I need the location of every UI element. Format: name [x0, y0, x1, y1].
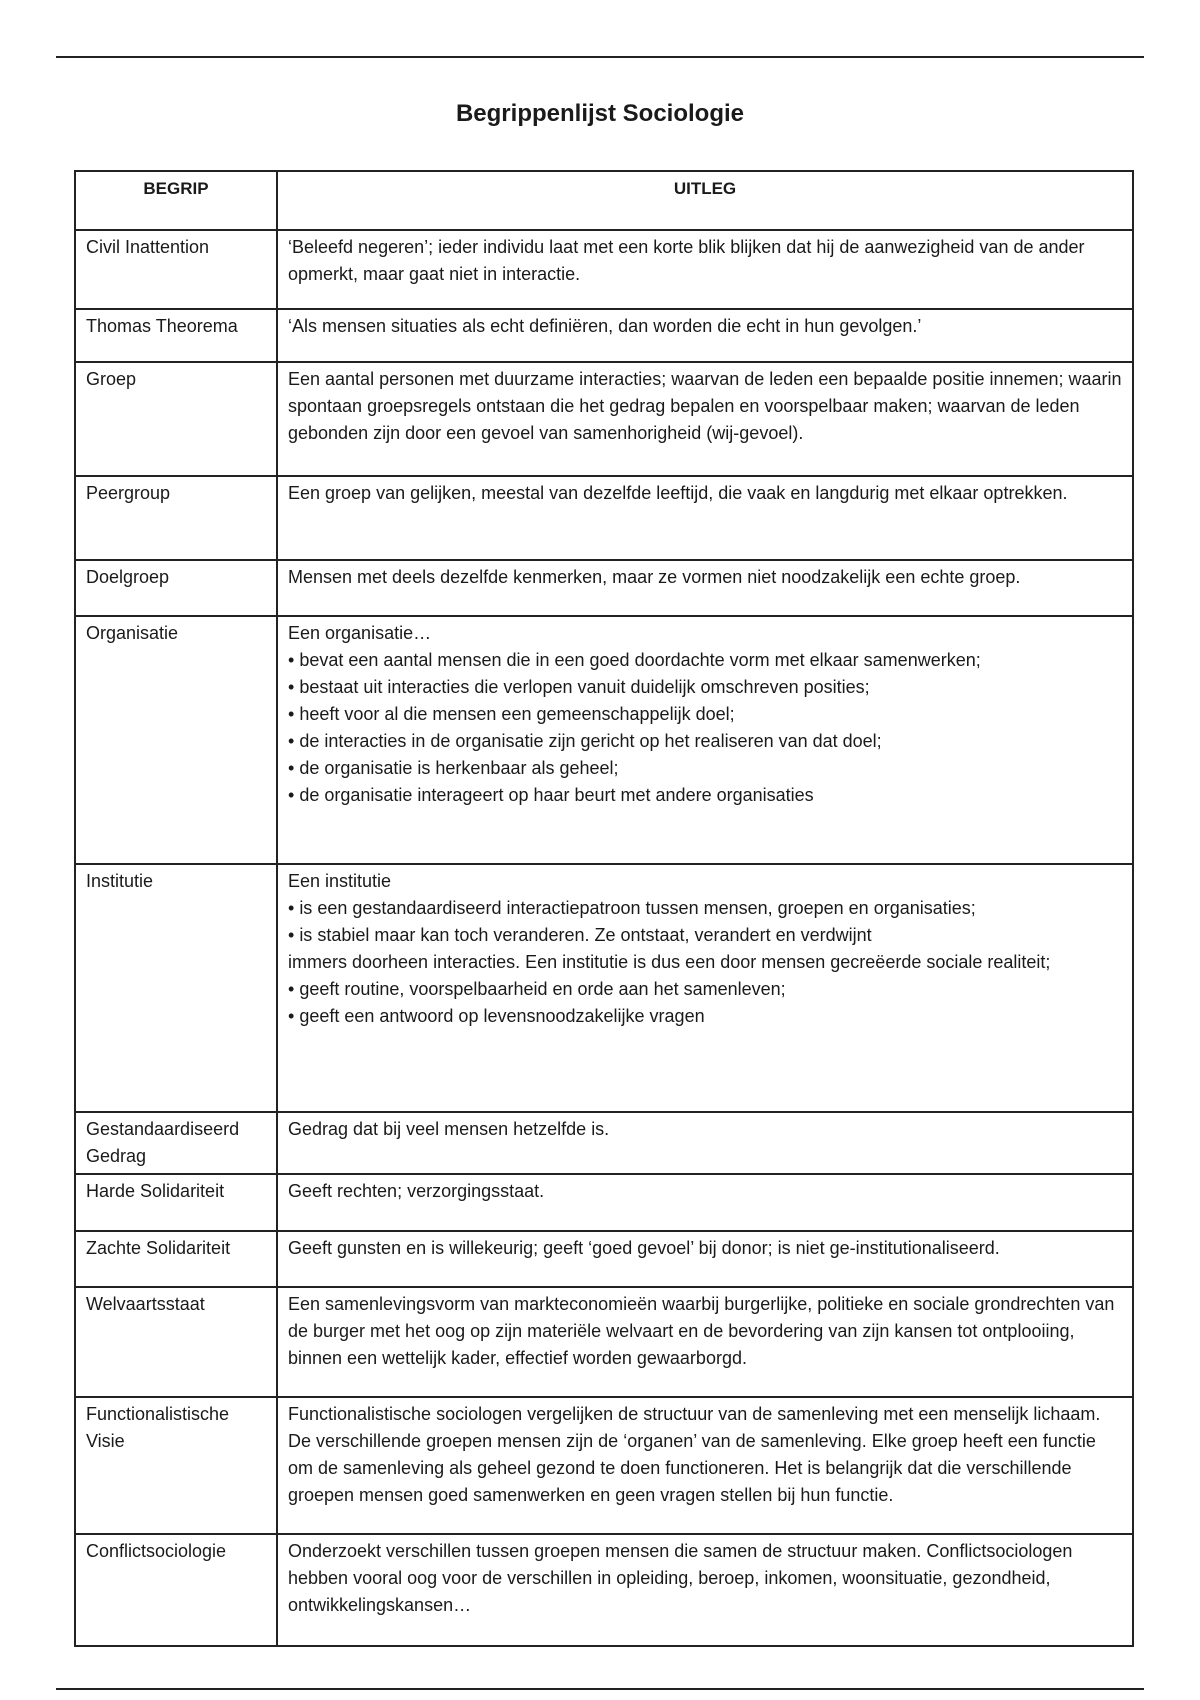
term-cell: Harde Solidariteit [75, 1174, 277, 1231]
explanation-text: Geeft rechten; verzorgingsstaat. [288, 1181, 545, 1201]
document-title: Begrippenlijst Sociologie [455, 100, 745, 127]
explanation-text: Een aantal personen met duurzame interacties; waarvan de leden een bepaalde positie innemen; waarin spontaan groepsregels ontstaan die het gedrag bepalen en voorspelbaar maken; waarvan de leden gebonden zijn door een gevoel van samenhorigheid (wij-gevoel). [288, 369, 1122, 443]
glossary-table [74, 170, 1134, 1647]
explanation-text: Mensen met deels dezelfde kenmerken, maar ze vormen niet noodzakelijk een echte groep. [288, 567, 1021, 587]
explanation-cell [277, 616, 1133, 864]
explanation-text: ‘Als mensen situaties als echt definiëren, dan worden die echt in hun gevolgen.’ [288, 316, 922, 336]
bullet-item: • is stabiel maar kan toch veranderen. Ze ontstaat, verandert en verdwijnt [288, 922, 1122, 949]
table-row [75, 476, 1133, 560]
table-row [75, 616, 1133, 864]
term-cell: Gestandaardiseerd Gedrag [75, 1112, 277, 1174]
term-cell: Peergroup [75, 476, 277, 560]
explanation-text: Een groep van gelijken, meestal van dezelfde leeftijd, die vaak en langdurig met elkaar optrekken. [288, 483, 1068, 503]
table-row [75, 1174, 1133, 1231]
explanation-cell [277, 309, 1133, 362]
table-row [75, 309, 1133, 362]
bullet-item: • geeft routine, voorspelbaarheid en orde aan het samenleven; [288, 976, 1122, 1003]
footer-rule [56, 1688, 1144, 1690]
explanation-cell [277, 560, 1133, 616]
explanation-cell [277, 1397, 1133, 1534]
explanation-cell [277, 362, 1133, 476]
term-cell: Conflictsociologie [75, 1534, 277, 1646]
explanation-text: Functionalistische sociologen vergelijken de structuur van de samenleving met een menselijk lichaam. De verschillende groepen mensen zijn de ‘organen’ van de samenleving. Elke groep heeft een functie om de samenleving als geheel gezond te doen functioneren. Het is belangrijk dat die verschillende groepen mensen goed samenwerken en geen vragen stellen bij hun functie. [288, 1404, 1101, 1505]
explanation-cell [277, 476, 1133, 560]
table-row [75, 362, 1133, 476]
explanation-text: Gedrag dat bij veel mensen hetzelfde is. [288, 1119, 610, 1139]
term-cell: Institutie [75, 864, 277, 1112]
table-row [75, 1534, 1133, 1646]
explanation-cell [277, 1112, 1133, 1174]
column-header-term: BEGRIP [75, 171, 277, 230]
bullet-item: • bevat een aantal mensen die in een goed doordachte vorm met elkaar samenwerken; [288, 647, 1122, 674]
bullet-continuation: immers doorheen interacties. Een institutie is dus een door mensen gecreëerde sociale realiteit; [288, 952, 1051, 972]
explanation-intro: Een institutie [288, 871, 392, 891]
bullet-item: • bestaat uit interacties die verlopen vanuit duidelijk omschreven posities; [288, 674, 1122, 701]
explanation-cell [277, 864, 1133, 1112]
header-rule [56, 56, 1144, 58]
term-cell: Doelgroep [75, 560, 277, 616]
term-cell: Organisatie [75, 616, 277, 864]
term-cell: Zachte Solidariteit [75, 1231, 277, 1287]
bullet-item: • de organisatie interageert op haar beurt met andere organisaties [288, 782, 1122, 809]
term-cell: Groep [75, 362, 277, 476]
table-row [75, 1112, 1133, 1174]
explanation-cell [277, 1174, 1133, 1231]
explanation-text: ‘Beleefd negeren’; ieder individu laat met een korte blik blijken dat hij de aanwezigheid van de ander opmerkt, maar gaat niet in interactie. [288, 237, 1085, 284]
table-row [75, 230, 1133, 309]
explanation-text: Onderzoekt verschillen tussen groepen mensen die samen de structuur maken. Conflictsociologen hebben vooral oog voor de verschillen in opleiding, beroep, inkomen, woonsituatie, gezondheid, ontwikkelingskansen… [288, 1541, 1073, 1615]
table-row [75, 864, 1133, 1112]
term-cell: Welvaartsstaat [75, 1287, 277, 1397]
explanation-text: Een samenlevingsvorm van markteconomieën waarbij burgerlijke, politieke en sociale grondrechten van de burger met het oog op zijn materiële welvaart en de bevordering van zijn kansen tot ontplooiing, binnen een wettelijk kader, effectief worden gewaarborgd. [288, 1294, 1115, 1368]
explanation-text: Geeft gunsten en is willekeurig; geeft ‘goed gevoel’ bij donor; is niet ge-institutionaliseerd. [288, 1238, 1000, 1258]
bullet-item: • de interacties in de organisatie zijn gericht op het realiseren van dat doel; [288, 728, 1122, 755]
table-row [75, 560, 1133, 616]
term-cell: Civil Inattention [75, 230, 277, 309]
explanation-intro: Een organisatie… [288, 623, 432, 643]
table-row [75, 1231, 1133, 1287]
term-cell: Functionalistische Visie [75, 1397, 277, 1534]
bullet-item: • geeft een antwoord op levensnoodzakelijke vragen [288, 1003, 1122, 1030]
table-header-row [75, 171, 1133, 230]
column-header-explanation: UITLEG [277, 171, 1133, 230]
explanation-cell [277, 1287, 1133, 1397]
explanation-cell [277, 230, 1133, 309]
term-cell: Thomas Theorema [75, 309, 277, 362]
bullet-item: • is een gestandaardiseerd interactiepatroon tussen mensen, groepen en organisaties; [288, 895, 1122, 922]
table-row [75, 1397, 1133, 1534]
explanation-cell [277, 1534, 1133, 1646]
table-row [75, 1287, 1133, 1397]
bullet-item: • de organisatie is herkenbaar als geheel; [288, 755, 1122, 782]
explanation-cell [277, 1231, 1133, 1287]
bullet-item: • heeft voor al die mensen een gemeenschappelijk doel; [288, 701, 1122, 728]
